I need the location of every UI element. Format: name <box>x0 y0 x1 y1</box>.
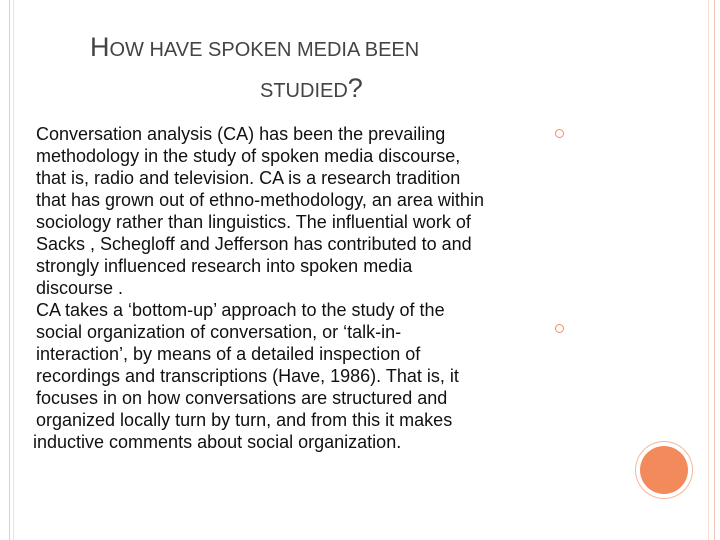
title-text-part-1: OW HAVE SPOKEN MEDIA BEEN <box>109 39 420 61</box>
title-letter-h: H <box>90 32 110 62</box>
slide-title <box>90 28 610 110</box>
paragraph-1-line-8: discourse . <box>36 278 124 298</box>
paragraph-1-line-7: strongly influenced research into spoken media <box>36 256 413 276</box>
decorative-circle <box>640 446 688 494</box>
paragraph-1-line-1: Conversation analysis (CA) has been the prevailing <box>36 124 446 144</box>
paragraph-2-line-6: organized locally turn by turn, and from this it makes <box>36 410 453 430</box>
paragraph-1-line-3: that is, radio and television. CA is a research tradition <box>36 168 461 188</box>
title-line-1 <box>90 28 610 69</box>
paragraph-2-line-5: focuses in on how conversations are structured and <box>36 388 448 408</box>
paragraph-1-line-4: that has grown out of ethno-methodology, an area within <box>36 190 484 210</box>
title-question-mark: ? <box>347 73 363 103</box>
title-text-part-2: STUDIED <box>260 80 348 102</box>
paragraph-2-line-7: inductive comments about social organization. <box>33 432 402 452</box>
paragraph-2-line-4: recordings and transcriptions (Have, 1986). That is, it <box>36 366 459 386</box>
body-text <box>33 123 593 453</box>
paragraph-1-line-6: Sacks , Schegloff and Jefferson has contributed to and <box>36 234 472 254</box>
paragraph-2-line-1: CA takes a ‘bottom-up’ approach to the study of the <box>36 300 445 320</box>
paragraph-2-line-2: social organization of conversation, or ‘talk-in- <box>36 322 402 342</box>
paragraph-1-line-2: methodology in the study of spoken media discourse, <box>36 146 461 166</box>
title-line-2 <box>90 69 610 110</box>
paragraph-2-line-3: interaction’, by means of a detailed inspection of <box>36 344 421 364</box>
paragraph-1-line-5: sociology rather than linguistics. The influential work of <box>36 212 471 232</box>
